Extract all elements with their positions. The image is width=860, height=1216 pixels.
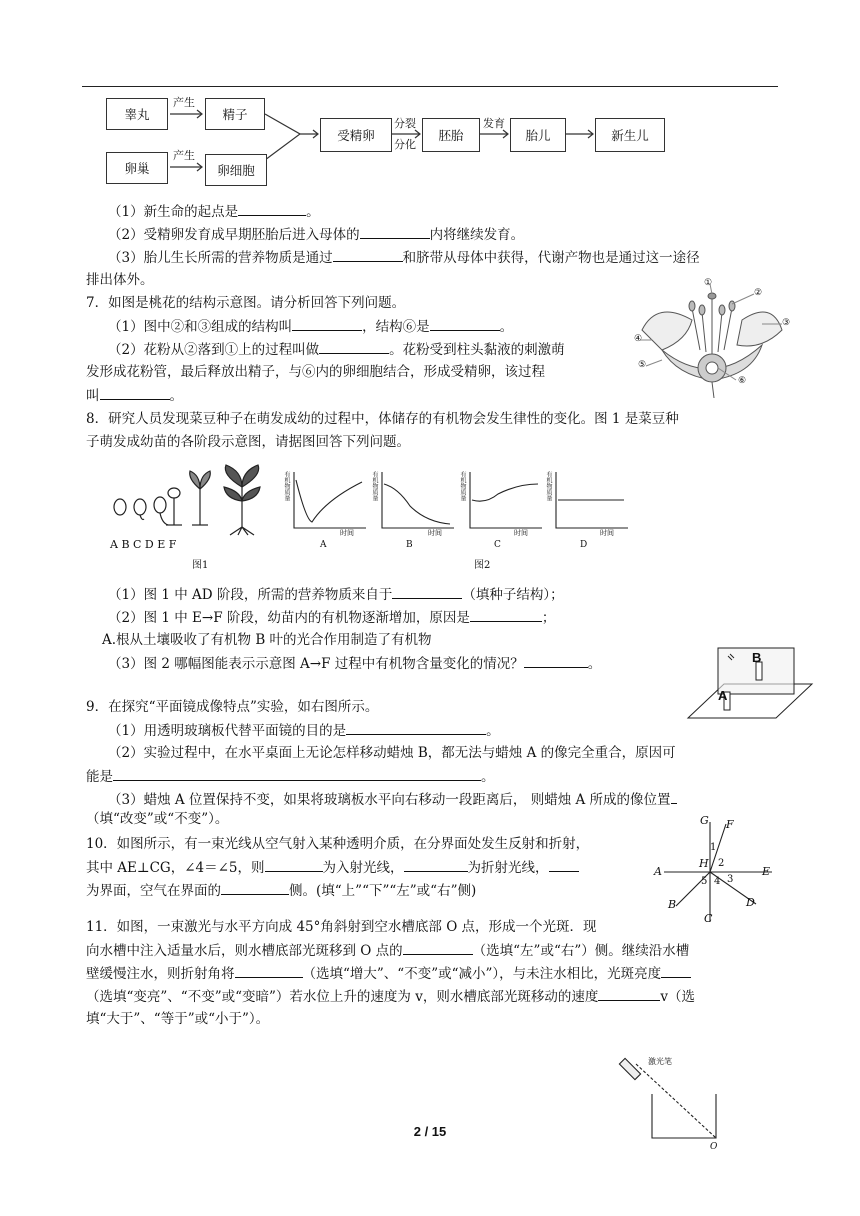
- q11-line4: [86, 986, 695, 1008]
- q7-part2-mid: 。花粉受到柱头黏液的刺激萌: [389, 342, 565, 358]
- ray-label-h: H: [699, 857, 709, 870]
- egg-box: [205, 154, 267, 186]
- ovary-box: [106, 152, 168, 184]
- answer-blank[interactable]: [265, 857, 323, 872]
- answer-blank[interactable]: [113, 766, 481, 781]
- sperm-box: [205, 98, 265, 130]
- q6-part3: [86, 247, 700, 269]
- answer-blank[interactable]: [598, 986, 660, 1001]
- q11-line4-text: （选填“变亮”、“不变”或“变暗”）若水位上升的速度为 v，则水槽底部光斑移动的速度: [86, 989, 599, 1005]
- angle-label-5: 5: [701, 876, 708, 887]
- flower-label-3: ③: [782, 318, 791, 328]
- graph-d-xlabel: 时间: [600, 529, 614, 537]
- q11-line4-end: v（选: [660, 989, 695, 1005]
- testis-box: [106, 98, 168, 130]
- q6-part1: [86, 201, 320, 223]
- answer-blank[interactable]: [100, 385, 170, 400]
- q7-part2-text: （2）花粉从②落到①上的过程叫做: [108, 342, 320, 358]
- q9-part2-maybe: 能是: [86, 769, 113, 785]
- graph-c-ylabel: 有机物质量: [459, 471, 466, 501]
- flower-label-2: ②: [754, 288, 763, 298]
- q6-part3-line2: 排出体外。: [86, 272, 154, 288]
- q9-title: 9．在探究“平面镜成像特点”实验，如右图所示。: [86, 699, 379, 715]
- q8-part3-text: （3）图 2 哪幅图能表示示意图 A→F 过程中有机物含量变化的情况？: [108, 656, 524, 672]
- flower-label-5: ⑤: [638, 360, 647, 370]
- q7-part2-line3: [86, 385, 183, 407]
- q7-part2-end: 。: [169, 388, 183, 404]
- develop-label: 发育: [483, 117, 505, 130]
- q8-part2: [86, 607, 555, 629]
- fetus-box: [510, 118, 566, 152]
- q8-title-line2: 子萌发成幼苗的各阶段示意图，请据图回答下列问题。: [86, 434, 410, 450]
- q10-line2: [86, 857, 579, 879]
- answer-blank[interactable]: [221, 880, 289, 895]
- answer-blank[interactable]: [470, 607, 542, 622]
- q8-options: A.根从土壤吸收了有机物 B 叶的光合作用制造了有机物: [102, 632, 432, 648]
- embryo-label: 胚胎: [438, 128, 464, 143]
- q11-line2: [86, 940, 689, 962]
- angle-label-4: 4: [714, 876, 721, 887]
- q10-line3-text: 为界面，空气在界面的: [86, 883, 221, 899]
- zygote-box: [320, 118, 392, 152]
- ray-label-b: B: [668, 898, 677, 911]
- fetus-label: 胎儿: [525, 128, 551, 143]
- answer-blank[interactable]: [671, 789, 677, 804]
- answer-blank[interactable]: [333, 247, 403, 262]
- answer-blank[interactable]: [404, 857, 468, 872]
- q11-line3: [86, 963, 691, 985]
- q10-line1: 10．如图所示，有一束光线从空气射入某种透明介质，在分界面处发生反射和折射，: [86, 836, 590, 852]
- laser-label: 激光笔: [648, 1057, 672, 1066]
- q8-part2-end: ；: [541, 610, 556, 626]
- q9-part2-line2: [86, 766, 495, 788]
- answer-blank[interactable]: [292, 316, 362, 331]
- answer-blank[interactable]: [549, 857, 579, 872]
- q6-part3-text: （3）胎儿生长所需的营养物质是通过: [108, 250, 333, 266]
- q11-line2-end: （选填“左”或“右”）侧。继续沿水槽: [472, 943, 690, 959]
- graph-b-xlabel: 时间: [428, 529, 442, 537]
- graph-b-label: B: [406, 540, 413, 550]
- ovary-label: 卵巢: [124, 161, 150, 176]
- page-number: 2 / 15: [413, 1124, 447, 1139]
- q7-part2: [86, 339, 565, 361]
- ray-label-e: E: [762, 865, 771, 878]
- q8-part3-end: 。: [587, 656, 602, 672]
- newborn-label: 新生儿: [611, 128, 649, 143]
- graph-a-ylabel: 有机物质量: [283, 471, 290, 501]
- answer-blank[interactable]: [403, 940, 473, 955]
- zygote-label: 受精卵: [337, 128, 375, 143]
- q9-part2: （2）实验过程中，在水平桌面上无论怎样移动蜡烛 B，都无法与蜡烛 A 的像完全重合，原因可: [108, 745, 676, 761]
- q6-part1-text: （1）新生命的起点是: [108, 204, 239, 220]
- answer-blank[interactable]: [524, 653, 588, 668]
- answer-blank[interactable]: [392, 584, 462, 599]
- q10-line2-mid: 为入射光线，: [322, 860, 404, 876]
- peach-flower-drawing: [632, 280, 792, 400]
- q10-line3: [86, 880, 476, 902]
- divide-label: 分裂: [394, 117, 416, 130]
- water-tank-drawing: [620, 1054, 740, 1164]
- graph-c-xlabel: 时间: [514, 529, 528, 537]
- embryo-box: [422, 118, 480, 152]
- ray-label-a: A: [654, 865, 662, 878]
- answer-blank[interactable]: [238, 201, 306, 216]
- angle-label-3: 3: [727, 874, 734, 885]
- point-o-label: O: [710, 1142, 718, 1152]
- q9-part1-text: （1）用透明玻璃板代替平面镜的目的是: [108, 723, 347, 739]
- flower-label-6: ⑥: [738, 376, 747, 386]
- q6-part2-text: （2）受精卵发育成早期胚胎后进入母体的: [108, 227, 360, 243]
- candle-b-label: B: [752, 650, 762, 665]
- q7-part2-call: 叫: [86, 388, 100, 404]
- q6-part1-end: 。: [306, 204, 320, 220]
- ray-label-d: D: [746, 896, 755, 909]
- plane-mirror-drawing: [684, 644, 814, 724]
- figure1-caption: 图1: [192, 560, 209, 571]
- flower-label-1: ①: [704, 278, 713, 288]
- q8-part3: [86, 653, 601, 675]
- q10-line3-end: 侧。(填“上”“下”“左”或“右”侧): [289, 883, 477, 899]
- answer-blank[interactable]: [319, 339, 389, 354]
- testis-label: 睾丸: [124, 107, 150, 122]
- q11-line1: 11．如图，一束激光与水平方向成 45°角斜射到空水槽底部 O 点，形成一个光斑．现: [86, 919, 597, 935]
- newborn-box: [595, 118, 665, 152]
- q11-line3-text: 壁缓慢注水，则折射角将: [86, 966, 235, 982]
- q7-part1-end: 。: [499, 319, 514, 335]
- q9-part3: [86, 789, 677, 811]
- stage-labels: A B C D E F: [110, 538, 177, 551]
- q7-part1: [86, 316, 513, 338]
- angle-label-2: 2: [718, 858, 725, 869]
- answer-blank[interactable]: [346, 720, 486, 735]
- graph-a-label: A: [320, 540, 327, 550]
- graph-d-label: D: [580, 540, 588, 550]
- q7-title: 7．如图是桃花的结构示意图。请分析回答下列问题。: [86, 295, 406, 311]
- seedling-stages-drawing: [108, 465, 288, 535]
- q8-part1-text: （1）图 1 中 AD 阶段，所需的营养物质来自于: [108, 587, 393, 603]
- q11-line3-mid: （选填“增大”、“不变”或“减小”），与未注水相比，光斑亮度: [302, 966, 662, 982]
- sperm-label: 精子: [222, 107, 248, 122]
- flower-label-4: ④: [634, 334, 643, 344]
- answer-blank[interactable]: [360, 224, 430, 239]
- figure2-caption: 图2: [474, 560, 491, 571]
- q11-line2-text: 向水槽中注入适量水后，则水槽底部光斑移到 O 点的: [86, 943, 403, 959]
- q8-part2-text: （2）图 1 中 E→F 阶段，幼苗内的有机物逐渐增加，原因是: [108, 610, 470, 626]
- differentiate-label: 分化: [394, 138, 416, 151]
- q6-part2-end: 内将继续发育。: [429, 227, 525, 243]
- q7-part1-text: （1）图中②和③组成的结构叫: [108, 319, 293, 335]
- answer-blank[interactable]: [430, 316, 500, 331]
- produce-label-top: 产生: [173, 96, 195, 109]
- q11-line5: 填“大于”、“等于”或“小于”）。: [86, 1011, 270, 1027]
- angle-label-1: 1: [710, 842, 717, 853]
- q6-part3-cont: 和脐带从母体中获得，代谢产物也是通过这一途径: [402, 250, 700, 266]
- q10-line2-text: 其中 AE⊥CG，∠4＝∠5，则: [86, 860, 265, 876]
- q9-part3-line2: （填“改变”或“不变”）。: [86, 811, 229, 827]
- q8-title-line1: 8．研究人员发现菜豆种子在萌发成幼的过程中，体储存的有机物会发生律性的变化。图 1 是菜豆种: [86, 411, 679, 427]
- q7-part1-mid: ，结构⑥是: [362, 319, 430, 335]
- q9-part1-end: 。: [486, 723, 500, 739]
- answer-blank[interactable]: [235, 963, 303, 978]
- egg-label: 卵细胞: [217, 163, 255, 178]
- q9-part3-text: （3）蜡烛 A 位置保持不变，如果将玻璃板水平向右移动一段距离后， 则蜡烛 A 所成的像位置: [108, 792, 671, 808]
- produce-label-bottom: 产生: [173, 149, 195, 162]
- answer-blank[interactable]: [661, 963, 691, 978]
- q6-part2: [86, 224, 524, 246]
- ray-label-g: G: [700, 814, 709, 827]
- q8-part1: [86, 584, 564, 606]
- ray-label-c: C: [704, 912, 713, 925]
- q9-part1: [86, 720, 500, 742]
- graph-d-ylabel: 有机物质量: [545, 471, 552, 501]
- graph-c-label: C: [494, 540, 501, 550]
- q9-part2-end: 。: [481, 769, 495, 785]
- graph-b-ylabel: 有机物质量: [371, 471, 378, 501]
- ray-label-f: F: [726, 818, 734, 831]
- candle-a-label: A: [718, 688, 728, 703]
- q7-part2-line2: 发形成花粉管，最后释放出精子，与⑥内的卵细胞结合，形成受精卵，该过程: [86, 364, 545, 380]
- graph-a-xlabel: 时间: [340, 529, 354, 537]
- q8-part1-end: （填种子结构）；: [462, 587, 564, 603]
- q10-line2-mid2: 为折射光线，: [467, 860, 549, 876]
